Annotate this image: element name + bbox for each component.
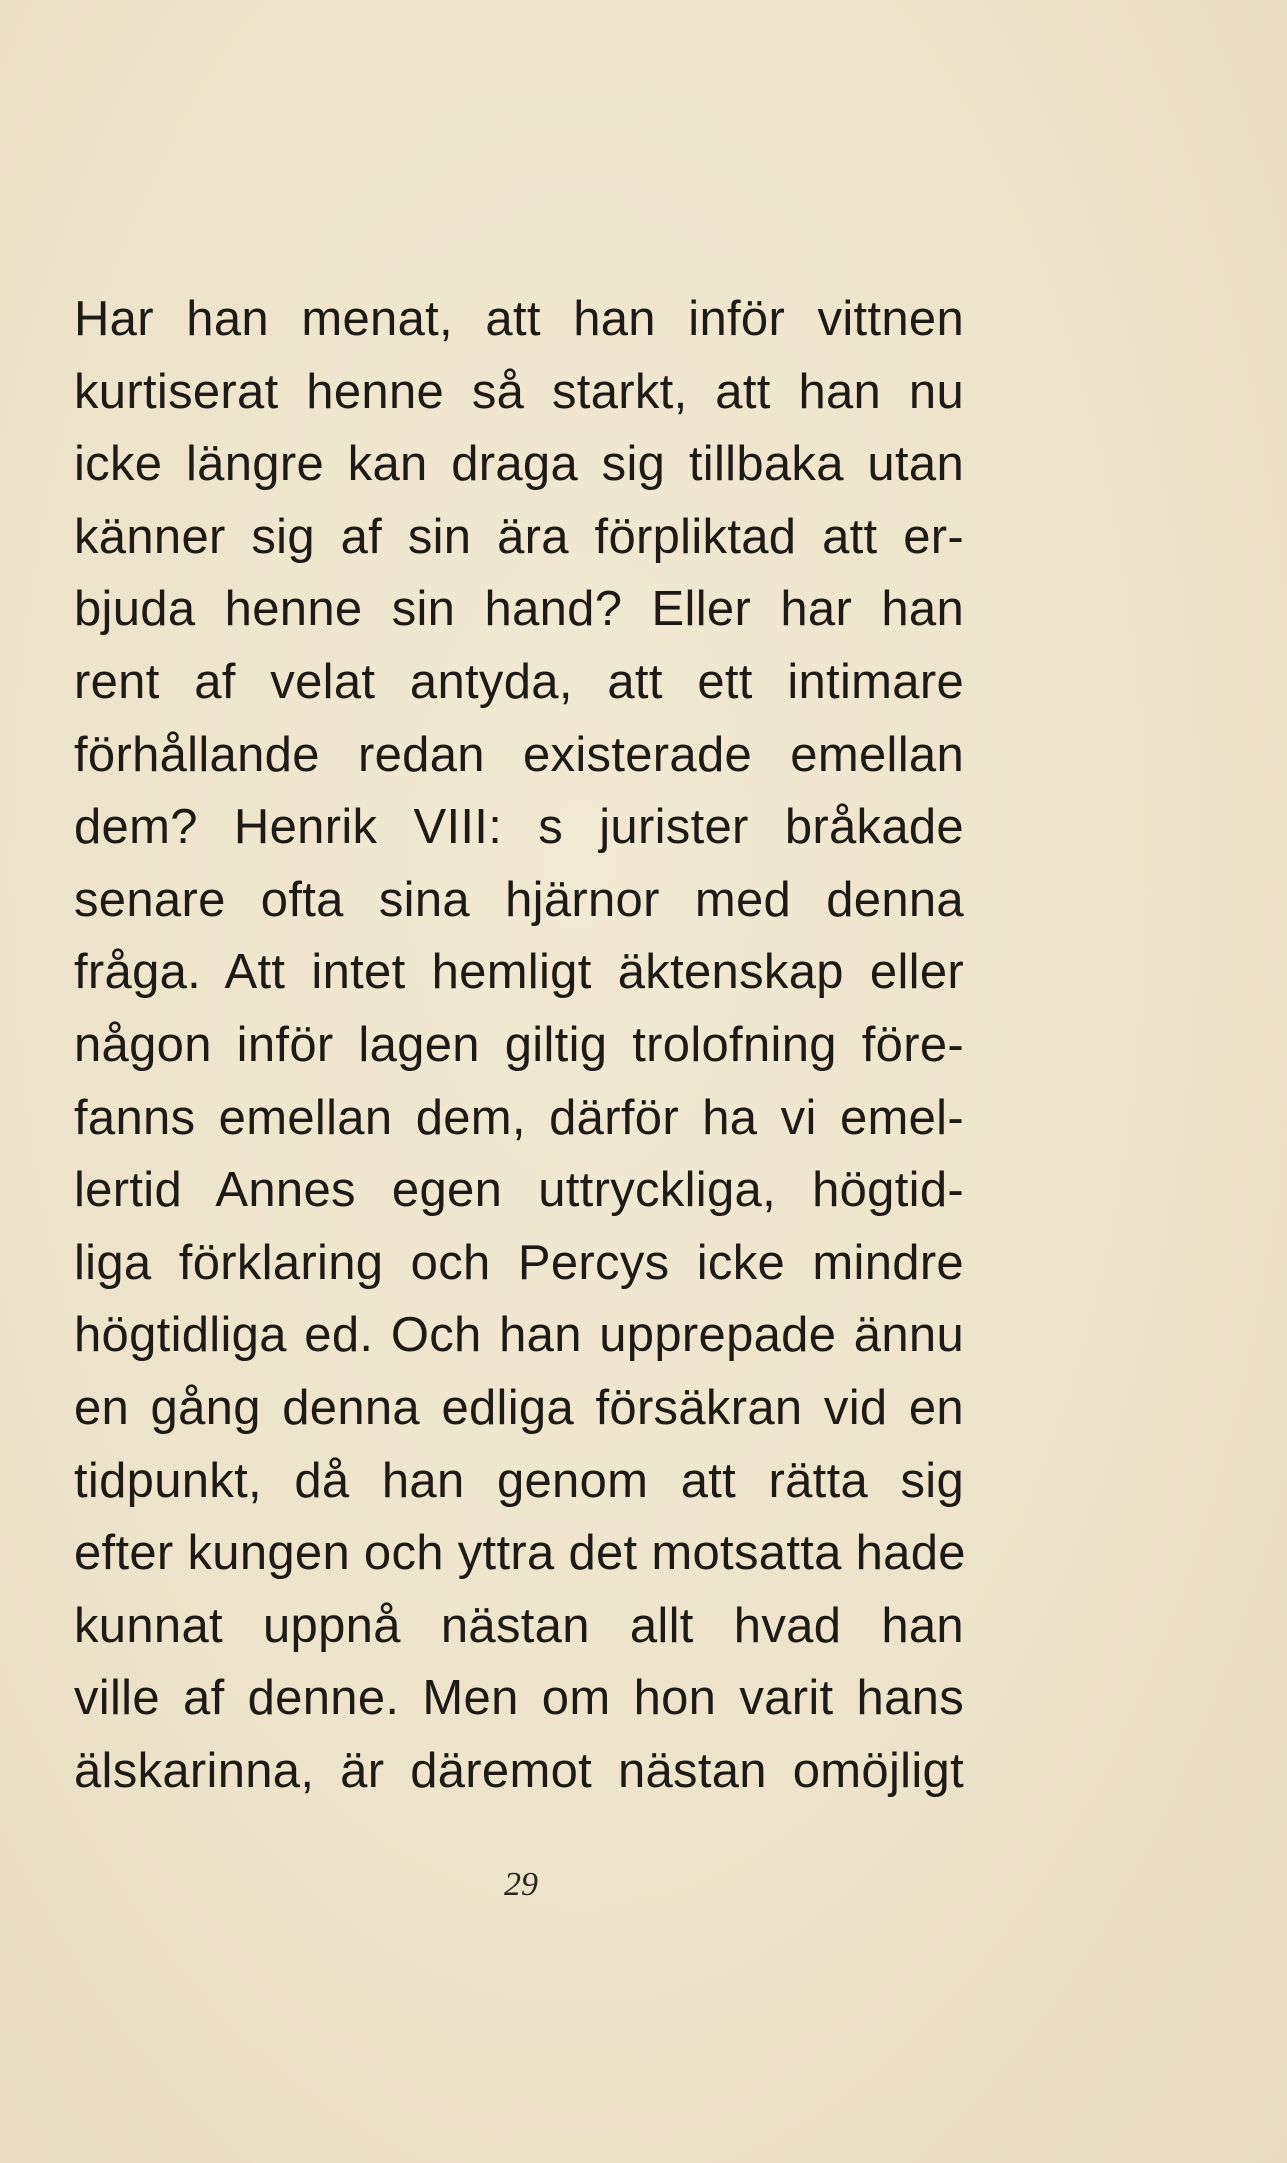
text-line: ville af denne. Men om hon varit hans (74, 1671, 964, 1726)
text-line: liga förklaring och Percys icke mindre (74, 1235, 964, 1290)
text-line: senare ofta sina hjärnor med denna (74, 872, 964, 927)
text-line: rent af velat antyda, att ett intimare (74, 654, 964, 709)
text-line: efter kungen och yttra det motsatta hade (74, 1526, 966, 1581)
text-line: icke längre kan draga sig tillbaka utan (74, 437, 964, 492)
text-line: högtidliga ed. Och han upprepade ännu (74, 1308, 964, 1363)
body-text (74, 283, 964, 1807)
text-line: kurtiserat henne så starkt, att han nu (74, 364, 964, 419)
text-line: lertid Annes egen uttryckliga, högtid- (74, 1163, 964, 1218)
text-line: Har han menat, att han inför vittnen (74, 292, 964, 346)
text-line: bjuda henne sin hand? Eller har han (74, 582, 964, 637)
text-line: känner sig af sin ära förpliktad att er- (74, 509, 964, 564)
text-line: fråga. Att intet hemligt äktenskap eller (74, 945, 964, 1000)
text-line: fanns emellan dem, därför ha vi emel- (74, 1090, 964, 1145)
text-line: dem? Henrik VIII: s jurister bråkade (74, 800, 964, 855)
text-line: förhållande redan existerade emellan (74, 727, 964, 782)
text-line: tidpunkt, då han genom att rätta sig (74, 1453, 964, 1508)
text-line: kunnat uppnå nästan allt hvad han (74, 1598, 964, 1653)
page-number: 29 (504, 1866, 538, 1903)
text-line: älskarinna, är däremot nästan omöjligt (74, 1743, 964, 1798)
text-line: en gång denna edliga försäkran vid en (74, 1380, 964, 1435)
text-line: någon inför lagen giltig trolofning före- (74, 1017, 964, 1072)
